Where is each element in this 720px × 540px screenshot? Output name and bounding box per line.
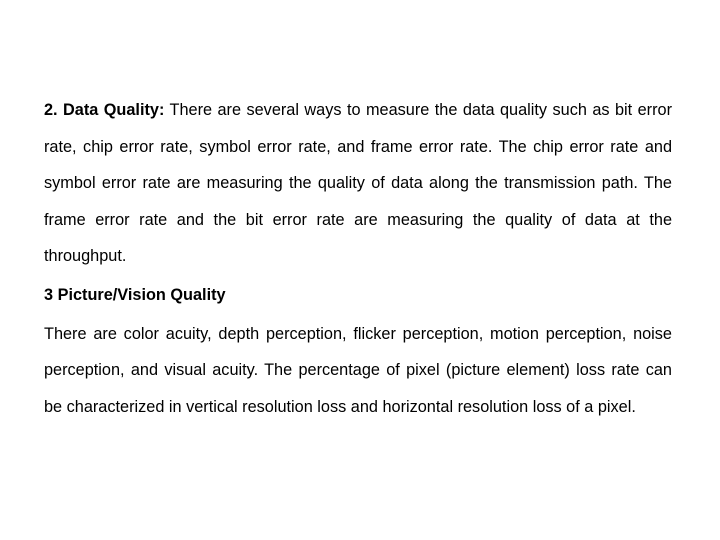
data-quality-label: 2. Data Quality: [44, 101, 165, 119]
picture-quality-paragraph: There are color acuity, depth perception, flicker perception, motion perception, noise perception, and visual acuity. The percentage of pixel (picture element) loss rate can be characterized in vertical resolution loss and horizontal resolution loss of a pixel. [44, 324, 672, 416]
data-quality-text: There are several ways to measure the data quality such as bit error rate, chip error rate, symbol error rate, and frame error rate. The chip error rate and symbol error rate are measuring the quality of data along the transmission path. The frame error rate and the bit error rate are measuring the quality of data at the throughput. [44, 101, 672, 266]
data-quality-paragraph [44, 92, 672, 275]
slide-content [44, 92, 672, 425]
picture-quality-heading: 3 Picture/Vision Quality [44, 285, 226, 304]
